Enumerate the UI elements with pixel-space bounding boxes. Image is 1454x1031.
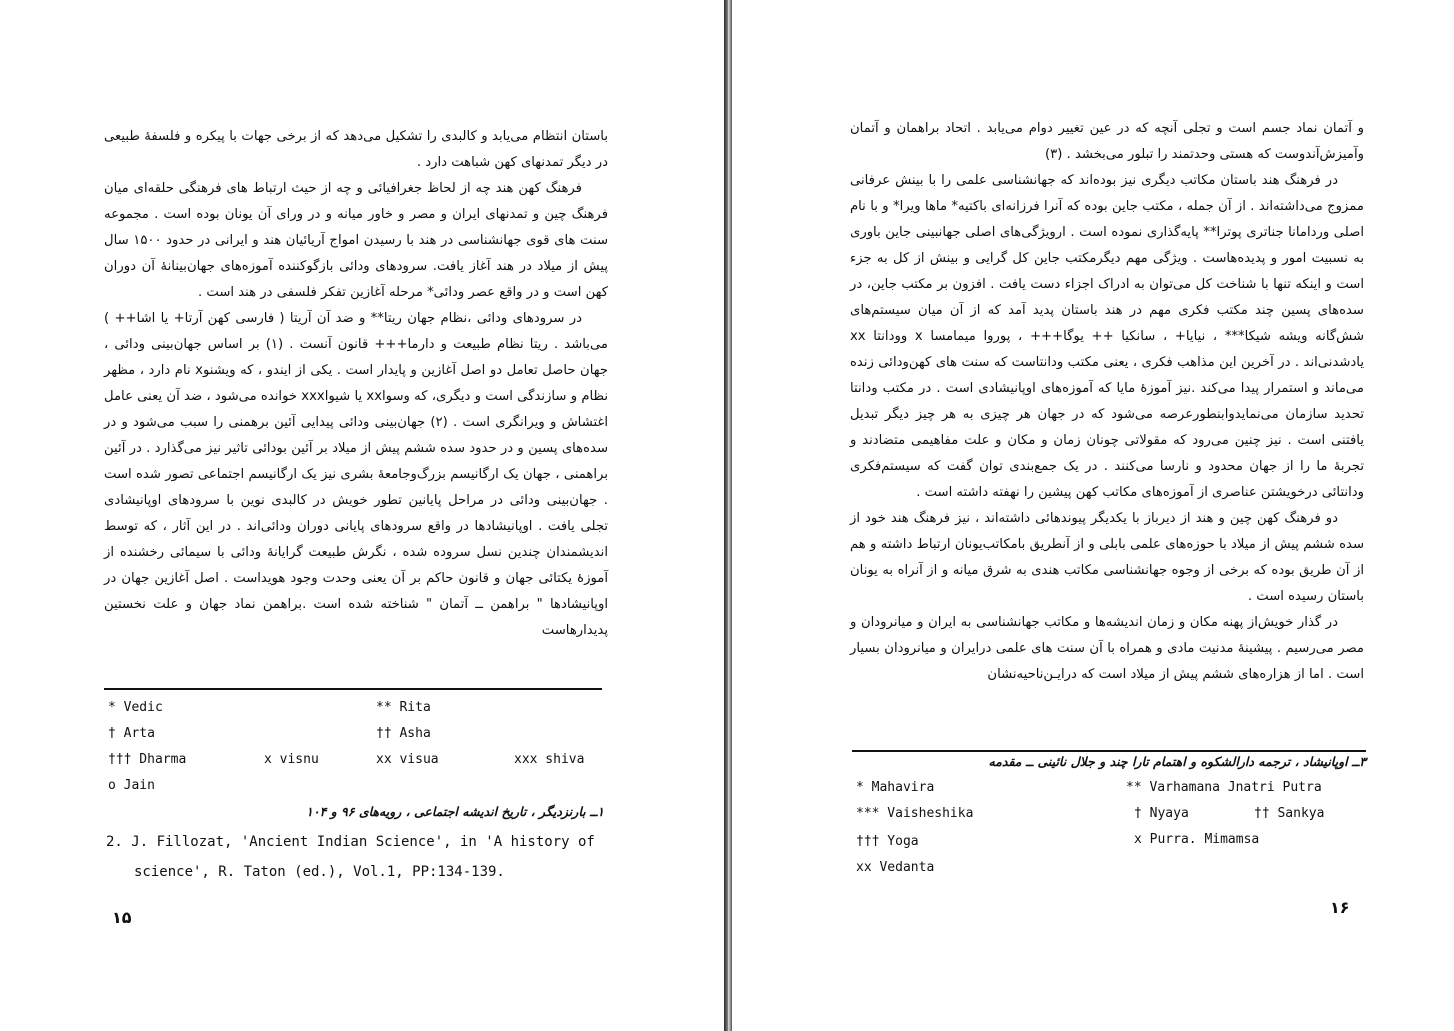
footnote-visua: xx visua [376,752,439,767]
reference-3: ۳ــ اوپانیشاد ، ترجمه دارالشکوه و اهتمام تارا چند و جلال نائینی ــ مقدمه [988,754,1366,769]
footnote-varhamana: ** Varhamana Jnatri Putra [1126,780,1322,795]
footnote-asha: †† Asha [376,726,431,741]
paragraph: در سرودهای ودائی ،نظام جهان ریتا** و ضد آن آریتا ( فارسی کهن آرتا+ یا اشا++ ) می‌باشد . ریتا نظام طبیعت و دارما+++ قانون آنست . (۱) بر اساس جهان‌بینی ودائی ، جهان حاصل تعامل دو اصل آغازین و پایدار است . یکی از ایندو ، که ویشنوx نام دارد ، مظهر نظام و سازندگی است و دیگری، که وسواxx یا شیواxxx خوانده می‌شود ، ضد آن یعنی عامل اغتشاش و ویرانگری است . (۲) جهان‌بینی ودائی پیدایی آئین برهمنی را سبب می‌شود و در سده‌های پسین و در حدود سده ششم پیش از میلاد بر آئین بودائی تاثیر نیز می‌گذارد . در آئین براهمنی ، جهان یک ارگانیسم بزرگ‌وجامعه‌ٔ بشری نیز یک ارگانیسم اجتماعی تصور شده است . جهان‌بینی ودائی در مراحل پایانین تطور خویش در کالبدی نوین با سرودهای اوپانیشادی تجلی یافت . اوپانیشادها در واقع سرودهای پایانی دوران ودائی‌اند . در این آثار ، که توسط اندیشمندان چندین نسل سروده شده ، نگرش طبیعت گرایانه‌ٔ ودائی با سیمائی رخشنده از آموزهٔ یکتائی جهان و قانون حاکم بر آن یعنی وحدت وجود هویداست . اصل آغازین جهان در اوپانیشادها " براهمن ــ آتمان " شناخته شده است .براهمن نماد جهان و علت نخستین پدیدارهاست [104,311,609,638]
footnote-jain: o Jain [108,778,155,793]
footnote-mimamsa: x Purra. Mimamsa [1134,832,1260,847]
footnote-yoga: ††† Yoga [856,834,919,849]
footnote-shiva: xxx shiva [514,752,585,767]
footnote-nyaya: † Nyaya [1134,806,1189,821]
footnote-rule [852,750,1366,752]
footnote-arta: † Arta [108,726,155,741]
book-spine [724,0,732,1031]
footnote-vedanta: xx Vedanta [856,860,935,875]
reference-1: ۱ــ بارنزدیگر ، تاریخ اندیشه اجتماعی ، رویه‌های ۹۶ و ۱۰۴ [306,804,604,819]
page-number-right: ۱۶ [1330,898,1350,917]
paragraph: فرهنگ کهن هند چه از لحاظ جغرافیائی و چه از حیث ارتباط های فرهنگی حلقه‌ای میان فرهنگ چین و تمدنهای ایران و مصر و خاور میانه و در ورای آن یونان بوده است . مجموعه سنت های قوی جهانشناسی در هند با رسیدن امواج آریائیان هند و ایرانی در حدود ۱۵۰۰ سال پیش از میلاد در هند آغاز یافت. سرودهای ودائی بازگوکننده آموزه‌های جهان‌بینانه‌ٔ آن دوران کهن است و در واقع عصر ودائی* مرحله آغازین تفکر فلسفی در هند است . [104,181,609,300]
paragraph: در گذار خویش‌از پهنه مکان و زمان اندیشه‌ها و مکاتب جهانشناسی به ایران و میانرودان و مصر می‌رسیم . پیشینه‌ٔ مدنیت مادی و همراه با آن سنت های علمی درایران و میانرودان بسیار است . اما از هزاره‌های ششم پیش از میلاد است که درایـن‌ناحیه‌نشان [850,615,1364,682]
left-page-body [104,124,608,644]
footnote-vedic: * Vedic [108,700,163,715]
page-number-left: ۱۵ [112,908,132,927]
reference-2-line-1: 2. J. Fillozat, 'Ancient Indian Science', in 'A history of [106,834,595,850]
paragraph: دو فرهنگ کهن چین و هند از دیرباز با یکدیگر پیوندهائی داشته‌اند ، نیز فرهنگ هند خود از سده ششم پیش از میلاد با حوزه‌های علمی بابلی و از آنطریق بامکاتب‌یونان ارتباط داشته و هم از آن طریق بوده که برخی از وجوه جهانشناسی مکاتب هندی به شرق میانه و از آنراه به یونان باستان رسیده است . [850,511,1364,604]
paragraph: باستان انتظام می‌یابد و کالبدی را تشکیل می‌دهد که از برخی جهات با پیکره و فلسفه‌ٔ طبیعی در دیگر تمدنهای کهن شباهت دارد . [104,129,608,170]
footnote-mahavira: * Mahavira [856,780,935,795]
footnote-vaisheshika: *** Vaisheshika [856,806,974,821]
footnote-dharma: ††† Dharma [108,752,187,767]
footnote-rita: ** Rita [376,700,431,715]
right-page-body [850,116,1364,688]
footnote-sankya: †† Sankya [1254,806,1325,821]
footnote-rule [104,688,602,690]
paragraph: در فرهنگ هند باستان مکاتب دیگری نیز بوده‌اند که جهانشناسی علمی را با بینش عرفانی ممزوج می‌داشته‌اند . از آن جمله ، مکتب جاین بوده که آنرا فرزانه‌ای باکتیه* ماها ویرا* و با نام اصلی وردامانا جناتری پوترا** پایه‌گذاری نموده است . ارویژگی‌های اصلی جهانبینی جاین باوری به نسبیت امور و پدیده‌هاست . ویژگی مهم دیگرمکتب جاین کل گرایی و بینش از کل به جزء است و اینکه تنها با شناخت کل می‌توان به ادراک اجزاء دست یافت . افزون بر مکتب جاین، در سده‌های پسین چند مکتب فکری مهم در هند باستان پدید آمد که از آن میان سیستم‌های شش‌گانه ویشه شیکا*** ، نیایا+ ، سانکیا ++ یوگا+++ ، پوروا میمامسا x وودانتا xx یادشدنی‌اند . در آخرین این مذاهب فکری ، یعنی مکتب ودانتاست که سنت های کهن‌ودائی زنده می‌ماند و استمرار پیدا می‌کند .نیز آموزه‌ٔ مایا که آموزه‌های اوپانیشادی است . در مکتب ودانتا تحدید سازمان می‌نمایدوابنطورعرصه می‌شود که در جهان هر چیزی به هر چیز دیگر تبدیل یافتنی است . نیز چنین می‌رود که مقولاتی چونان زمان و مکان و علت مفاهیمی متضادند و تجربه‌ٔ ما را از جهان محدود و نارسا می‌کنند . در یک جمع‌بندی توان گفت که سیستم‌فکری ودانتائی درخویشتن عناصری از آموزه‌های مکاتب کهن پیشین را نهفته داشته است . [850,173,1364,500]
footnote-visnu: x visnu [264,752,319,767]
reference-2-line-2: science', R. Taton (ed.), Vol.1, PP:134-139. [134,864,505,880]
paragraph: و آتمان نماد جسم است و تجلی آنچه که در عین تغییر دوام می‌یابد . اتحاد براهمان و آتمان وآمیزش‌آندوست که هستی وحدتمند را تبلور می‌بخشد . (۳) [850,121,1364,162]
